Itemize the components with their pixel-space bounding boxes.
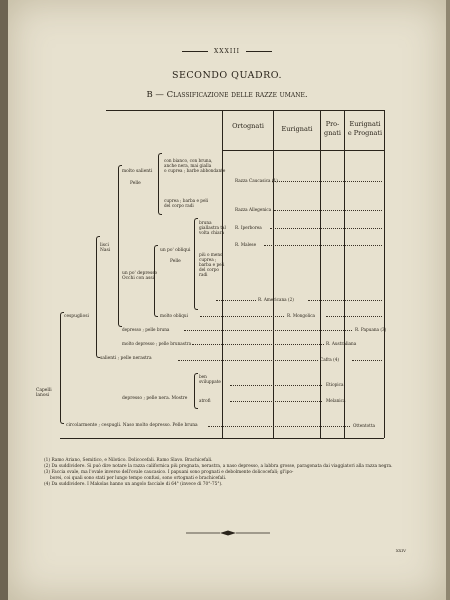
entry-razza-allegenica: Razza Allegenica: [235, 207, 272, 212]
entry-razza-australiana: R. Australiana: [326, 341, 357, 346]
piu-line-2: cuprea ;: [199, 257, 217, 262]
piu-line-5: radi: [199, 272, 208, 277]
bianco-line-3: o cuprea ; barbe abbondante: [164, 168, 226, 173]
label-molto-depresso: molto depresso ; pelle brunastra: [122, 341, 192, 346]
page-subtitle: [8, 90, 446, 100]
leader-10: [230, 385, 322, 387]
page-header-roman-numeral: XXXIII: [8, 48, 446, 55]
prognati-part-2: gnati: [324, 129, 341, 137]
entry-razza-papuana: R. Papuana (3): [355, 327, 387, 332]
column-divider-3: [320, 110, 321, 438]
tree-label-pelle: Pelle: [130, 181, 141, 186]
leader-2: [274, 210, 382, 212]
footnote-4: (4) Da suddividere. I Makolas hanno un angolo facciale di 64° (invece di 70°-75°).: [44, 482, 223, 487]
column-divider-5: [384, 110, 385, 438]
bruna-line-3: volta chiara: [199, 230, 225, 235]
column-header-eurignati-prognati: [345, 120, 385, 138]
bianco-line-1: con bianco, con bruna,: [164, 158, 213, 163]
tree-label-un-po-obliqui: un po' obliqui: [160, 248, 191, 253]
label-mostre: atrofi: [199, 398, 211, 403]
prognati-part-1: Pro-: [325, 120, 340, 128]
sviluppate-line-1: ben: [199, 374, 207, 379]
label-nera-barbe-peli: [164, 198, 208, 208]
leader-1: [272, 181, 382, 183]
entry-razza-iperborea: R. Iperborea: [235, 225, 262, 230]
lisci-line-1: lisci: [100, 243, 109, 248]
entry-razza-malese: R. Malese: [235, 242, 257, 247]
tree-label-cespugliosi: cespugliosi: [64, 314, 89, 319]
tree-label-circolarmente: circolarmente ; cespugli. Naso molto depresso. Pelle bruna: [66, 423, 198, 428]
leader-9b: [352, 360, 382, 362]
tree-label-capelli-lanosi: [36, 388, 52, 398]
footnote-2: (2) Da suddividere. Si può dire notare la razza californica più prognata, nerastra, a naso depresso, a labbra grosse, paragonata dai viaggiatori alla razza negra.: [44, 464, 393, 469]
label-molto-obliqui: molto obliqui: [160, 313, 188, 318]
subtitle-letter: B —: [146, 90, 164, 100]
column-header-eurignati: Eurignati: [281, 125, 313, 133]
leader-12: [208, 426, 350, 428]
leader-8: [192, 344, 324, 346]
leader-9: [178, 360, 318, 362]
footnote-1: (1) Ramo Ariano, Semitico, e Nilotico. Dolicocefali. Ramo Slavo. Brachicefali.: [44, 458, 213, 463]
nera-line-2: del corpo radi: [164, 203, 194, 208]
depresso-line-2: Occhi con assi: [122, 276, 154, 281]
brace-capelli: [60, 312, 64, 424]
column-divider-2: [273, 110, 274, 438]
leader-3: [270, 228, 382, 230]
leader-4: [264, 245, 382, 247]
bruna-line-2: giallastra tal: [199, 225, 226, 230]
depresso-line-1: un po' depresso: [122, 271, 158, 276]
eurig-prog-part-2: e Prognati: [347, 129, 383, 137]
leader-6b: [326, 316, 382, 318]
label-piu-meno-cupa: [199, 252, 224, 277]
piu-line-4: del corpo: [199, 267, 219, 272]
brace-molto-salienti: [158, 153, 162, 215]
entry-melanica: Melanica: [326, 398, 346, 403]
entry-ottentotta: Ottentotta: [353, 423, 376, 428]
tree-label-pelle-2: Pelle: [170, 259, 181, 264]
capelli-line-2: lanosi: [36, 393, 50, 398]
footnotes: [44, 458, 416, 488]
leader-11: [230, 401, 322, 403]
tree-label-depresso-nasi: depresso ; pelle nera. Mostre: [122, 396, 188, 401]
leader-7: [184, 330, 352, 332]
tree-label-molto-salienti: molto salienti: [122, 169, 153, 174]
page-mark: XXIV: [395, 548, 406, 553]
header-bottom-rule: [222, 150, 384, 151]
brace-un-po-depresso: [154, 245, 158, 317]
label-ben-sviluppate: [199, 374, 221, 384]
label-con-bianco: [164, 158, 225, 173]
piu-line-3: barba e peli: [199, 262, 225, 267]
sviluppate-line-2: sviluppate: [199, 379, 221, 384]
entry-razza-mongolica: R. Mongolica: [287, 313, 316, 318]
entry-etiopica: Etiopica: [326, 382, 344, 387]
label-depresso-pelle-bruna: depresso ; pelle bruna: [122, 327, 170, 332]
brace-obliqui: [194, 218, 198, 310]
entry-razza-caucasica: Razza Caucasica (1): [235, 178, 278, 183]
tree-label-salienti: salienti ; pelle nerastra: [100, 356, 152, 361]
bianco-line-2: anche nera, mai gialla: [164, 163, 212, 168]
ornament-divider: [186, 530, 270, 536]
nera-line-1: cuprea ; barba e peli: [164, 198, 209, 203]
column-header-prognati: [321, 120, 344, 138]
book-page: [8, 0, 446, 600]
book-gutter: [0, 0, 8, 600]
column-divider-4: [344, 110, 345, 438]
tree-label-lisci-nasi: [100, 243, 110, 253]
brace-cespugliosi: [96, 236, 100, 358]
footnote-3: (3) Faccia ovale, ma l'ovale inverso dell'ovale caucasico. I papuani sono prognati e debolmente dolicocefali; gl'ipo-: [44, 470, 294, 475]
lisci-line-2: Nasi: [100, 248, 111, 253]
label-bruna-gialla: [199, 220, 226, 235]
subtitle-text: Classificazione delle razze umane.: [166, 90, 308, 100]
leader-5: [216, 300, 256, 302]
entry-razza-americana: R. Americana (2): [258, 297, 294, 302]
brace-salienti: [194, 373, 198, 409]
page-title: SECONDO QUADRO.: [171, 70, 283, 81]
bruna-line-1: bruna: [199, 220, 212, 225]
footnote-3-continued: borei, coi quali sono stati per lungo tempo confusi, sono ortognati e brachicefali.: [50, 476, 227, 481]
brace-lisci: [118, 165, 122, 327]
eurig-prog-part-1: Eurignati: [349, 120, 381, 128]
tree-label-un-po-depresso: [122, 271, 157, 281]
leader-6: [200, 316, 284, 318]
leader-5b: [308, 300, 382, 302]
capelli-line-1: Capelli: [36, 388, 52, 393]
piu-line-1: più o meno: [199, 252, 223, 257]
column-header-ortognati: Ortognati: [232, 122, 264, 130]
entry-cafra: Cafra (4): [320, 357, 340, 362]
table-top-rule: [106, 110, 384, 111]
table-bottom-rule: [60, 438, 384, 439]
